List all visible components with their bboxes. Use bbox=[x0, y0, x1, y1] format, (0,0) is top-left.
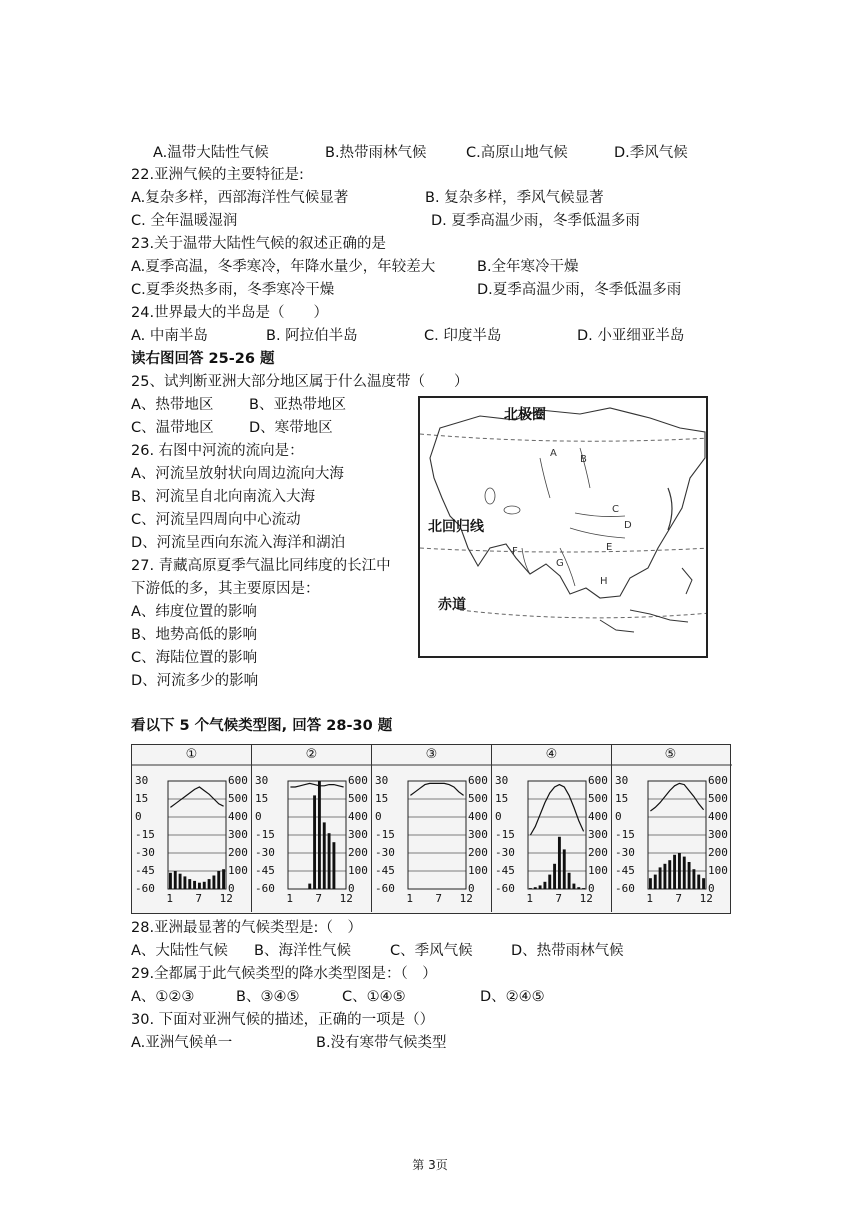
precipitation-bar bbox=[188, 879, 191, 889]
q24-option-c: C. 印度半岛 bbox=[424, 328, 502, 344]
q28-option-a: A、大陆性气候 bbox=[131, 943, 228, 959]
q28-option-c: C、季风气候 bbox=[390, 943, 473, 959]
precip-tick-label: 200 bbox=[228, 846, 248, 859]
precipitation-bar bbox=[174, 871, 177, 889]
precip-tick-label: 400 bbox=[348, 810, 368, 823]
precip-tick-label: 100 bbox=[588, 864, 608, 877]
q25-option-a: A、热带地区 bbox=[131, 397, 214, 413]
temp-tick-label: -15 bbox=[495, 828, 515, 841]
temp-tick-label: -15 bbox=[135, 828, 155, 841]
temp-tick-label: -15 bbox=[615, 828, 635, 841]
temp-tick-label: -30 bbox=[135, 846, 155, 859]
map-letter-c: C bbox=[612, 504, 619, 515]
temp-tick-label: -45 bbox=[135, 864, 155, 877]
q28-option-b: B、海洋性气候 bbox=[254, 943, 351, 959]
map-letter-g: G bbox=[556, 558, 564, 569]
temp-tick-label: -45 bbox=[615, 864, 635, 877]
precipitation-bar bbox=[318, 781, 321, 889]
q30-stem: 30. 下面对亚洲气候的描述，正确的一项是（） bbox=[131, 1012, 435, 1028]
temp-tick-label: -45 bbox=[255, 864, 275, 877]
precipitation-bar bbox=[332, 842, 335, 889]
precipitation-bar bbox=[582, 888, 585, 889]
precipitation-bar bbox=[323, 822, 326, 889]
precip-tick-label: 500 bbox=[468, 792, 488, 805]
precipitation-bar bbox=[678, 853, 681, 889]
precip-tick-label: 300 bbox=[348, 828, 368, 841]
month-tick-label: 7 bbox=[315, 892, 323, 905]
precipitation-bar bbox=[222, 869, 225, 889]
month-tick-label: 12 bbox=[219, 892, 233, 905]
precipitation-bar bbox=[198, 883, 201, 889]
q26-option-c: C、河流呈四周向中心流动 bbox=[131, 512, 301, 528]
climate-chart-label: ③ bbox=[425, 747, 438, 762]
map-letter-e: E bbox=[606, 542, 613, 553]
q29-stem: 29.全都属于此气候类型的降水类型图是：（ ） bbox=[131, 966, 437, 982]
section-heading-charts: 看以下 5 个气候类型图, 回答 28-30 题 bbox=[131, 718, 393, 734]
precip-tick-label: 400 bbox=[708, 810, 728, 823]
q28-stem: 28.亚洲最显著的气候类型是:（ ） bbox=[131, 920, 362, 936]
q22-option-b: B. 复杂多样，季风气候显著 bbox=[425, 190, 604, 206]
precip-tick-label: 100 bbox=[468, 864, 488, 877]
precip-tick-label: 600 bbox=[708, 774, 728, 787]
q26-stem: 26. 右图中河流的流向是： bbox=[131, 443, 304, 459]
precip-tick-label: 500 bbox=[588, 792, 608, 805]
precip-tick-label: 600 bbox=[468, 774, 488, 787]
temperature-line bbox=[290, 783, 343, 787]
precipitation-bar bbox=[539, 885, 542, 889]
q23-stem: 23.关于温带大陆性气候的叙述正确的是 bbox=[131, 236, 387, 252]
precip-tick-label: 400 bbox=[468, 810, 488, 823]
q23-option-d: D.夏季高温少雨，冬季低温多雨 bbox=[477, 282, 682, 298]
precipitation-bar bbox=[572, 884, 575, 889]
climate-chart-panel bbox=[492, 745, 612, 912]
q27-option-c: C、海陆位置的影响 bbox=[131, 650, 258, 666]
month-tick-label: 1 bbox=[286, 892, 294, 905]
precipitation-bar bbox=[208, 879, 211, 889]
climate-chart-panel bbox=[252, 745, 372, 912]
precipitation-bar bbox=[654, 875, 657, 889]
map-letter-a: A bbox=[550, 448, 557, 459]
precip-tick-label: 300 bbox=[708, 828, 728, 841]
map-letter-b: B bbox=[580, 454, 587, 465]
precipitation-bar bbox=[179, 874, 182, 889]
precipitation-bar bbox=[659, 867, 662, 889]
temp-tick-label: -30 bbox=[375, 846, 395, 859]
temp-tick-label: -60 bbox=[495, 882, 515, 895]
precipitation-bar bbox=[668, 860, 671, 889]
month-tick-label: 1 bbox=[526, 892, 534, 905]
temperature-line bbox=[650, 783, 703, 811]
temp-tick-label: 0 bbox=[135, 810, 142, 823]
q27-stem-line1: 27. 青藏高原夏季气温比同纬度的长江中 bbox=[131, 558, 391, 574]
q22-option-a: A.复杂多样，西部海洋性气候显著 bbox=[131, 190, 349, 206]
precipitation-bar bbox=[577, 887, 580, 889]
precip-tick-label: 100 bbox=[708, 864, 728, 877]
map-letter-f: F bbox=[512, 546, 518, 557]
temp-tick-label: 15 bbox=[135, 792, 149, 805]
precip-tick-label: 500 bbox=[348, 792, 368, 805]
q21-option-d: D.季风气候 bbox=[614, 145, 688, 161]
precipitation-bar bbox=[702, 878, 705, 889]
climate-charts bbox=[131, 744, 731, 914]
month-tick-label: 7 bbox=[195, 892, 203, 905]
precip-tick-label: 400 bbox=[588, 810, 608, 823]
precipitation-bar bbox=[558, 837, 561, 889]
q27-option-b: B、地势高低的影响 bbox=[131, 627, 257, 643]
precip-tick-label: 100 bbox=[228, 864, 248, 877]
q23-option-a: A.夏季高温，冬季寒冷，年降水量少，年较差大 bbox=[131, 259, 436, 275]
precip-tick-label: 300 bbox=[468, 828, 488, 841]
q24-stem: 24.世界最大的半岛是（ ） bbox=[131, 305, 329, 321]
q29-option-b: B、③④⑤ bbox=[236, 989, 300, 1005]
climate-chart-panel bbox=[612, 745, 729, 912]
temp-tick-label: -60 bbox=[135, 882, 155, 895]
q25-option-d: D、寒带地区 bbox=[249, 420, 333, 436]
temp-tick-label: 30 bbox=[255, 774, 269, 787]
tropic-of-cancer-label: 北回归线 bbox=[428, 519, 484, 535]
climate-chart-panel bbox=[132, 745, 252, 912]
temperature-line bbox=[170, 787, 223, 807]
climate-chart-label: ④ bbox=[545, 747, 558, 762]
precip-tick-label: 600 bbox=[348, 774, 368, 787]
map-letter-h: H bbox=[600, 576, 608, 587]
month-tick-label: 1 bbox=[406, 892, 414, 905]
q26-option-a: A、河流呈放射状向周边流向大海 bbox=[131, 466, 344, 482]
precipitation-bar bbox=[313, 795, 316, 889]
arctic-circle-label: 北极圈 bbox=[504, 407, 546, 423]
month-tick-label: 7 bbox=[435, 892, 443, 905]
temp-tick-label: 30 bbox=[135, 774, 149, 787]
temp-tick-label: -60 bbox=[255, 882, 275, 895]
q27-option-a: A、纬度位置的影响 bbox=[131, 604, 257, 620]
temp-tick-label: -30 bbox=[495, 846, 515, 859]
q24-option-d: D. 小亚细亚半岛 bbox=[577, 328, 685, 344]
precip-tick-label: 300 bbox=[228, 828, 248, 841]
precipitation-bar bbox=[692, 869, 695, 889]
q25-stem: 25、试判断亚洲大部分地区属于什么温度带（ ） bbox=[131, 374, 469, 390]
precipitation-bar bbox=[529, 888, 532, 889]
precipitation-bar bbox=[563, 849, 566, 889]
precipitation-bar bbox=[217, 871, 220, 889]
precipitation-bar bbox=[308, 884, 311, 889]
month-tick-label: 7 bbox=[675, 892, 683, 905]
q25-option-c: C、温带地区 bbox=[131, 420, 214, 436]
precipitation-bar bbox=[169, 873, 172, 889]
q23-option-b: B.全年寒冷干燥 bbox=[477, 259, 579, 275]
q26-option-b: B、河流呈自北向南流入大海 bbox=[131, 489, 315, 505]
month-tick-label: 12 bbox=[579, 892, 593, 905]
precip-tick-label: 0 bbox=[708, 882, 715, 895]
precipitation-bar bbox=[568, 873, 571, 889]
precipitation-bar bbox=[673, 855, 676, 889]
precip-tick-label: 0 bbox=[588, 882, 595, 895]
precip-tick-label: 100 bbox=[348, 864, 368, 877]
q25-option-b: B、亚热带地区 bbox=[249, 397, 346, 413]
temp-tick-label: 30 bbox=[615, 774, 629, 787]
month-tick-label: 12 bbox=[339, 892, 353, 905]
q27-option-d: D、河流多少的影响 bbox=[131, 673, 259, 689]
climate-chart-label: ② bbox=[305, 747, 318, 762]
precipitation-bar bbox=[553, 864, 556, 889]
precipitation-bar bbox=[683, 857, 686, 889]
precip-tick-label: 200 bbox=[708, 846, 728, 859]
temp-tick-label: -30 bbox=[255, 846, 275, 859]
q30-option-b: B.没有寒带气候类型 bbox=[316, 1035, 447, 1051]
q21-option-b: B.热带雨林气候 bbox=[325, 145, 427, 161]
precipitation-bar bbox=[688, 862, 691, 889]
month-tick-label: 7 bbox=[555, 892, 563, 905]
asia-map bbox=[418, 396, 708, 658]
page-number: 第 3页 bbox=[412, 1158, 448, 1172]
precip-tick-label: 600 bbox=[588, 774, 608, 787]
map-letter-d: D bbox=[624, 520, 632, 531]
precipitation-bar bbox=[183, 876, 186, 889]
precip-tick-label: 200 bbox=[588, 846, 608, 859]
temp-tick-label: 30 bbox=[375, 774, 389, 787]
precipitation-bar bbox=[649, 878, 652, 889]
temp-tick-label: 15 bbox=[495, 792, 509, 805]
temp-tick-label: 15 bbox=[375, 792, 389, 805]
q26-option-d: D、河流呈西向东流入海洋和湖泊 bbox=[131, 535, 346, 551]
q29-option-c: C、①④⑤ bbox=[342, 989, 406, 1005]
temp-tick-label: -30 bbox=[615, 846, 635, 859]
precipitation-bar bbox=[212, 876, 215, 890]
precipitation-bar bbox=[543, 882, 546, 889]
precip-tick-label: 500 bbox=[708, 792, 728, 805]
q27-stem-line2: 下游低的多，其主要原因是： bbox=[131, 581, 320, 597]
temp-tick-label: -15 bbox=[255, 828, 275, 841]
temperature-line bbox=[530, 785, 583, 835]
precip-tick-label: 0 bbox=[228, 882, 235, 895]
temp-tick-label: -45 bbox=[375, 864, 395, 877]
q21-option-a: A.温带大陆性气候 bbox=[153, 145, 269, 161]
precipitation-bar bbox=[193, 881, 196, 889]
precip-tick-label: 400 bbox=[228, 810, 248, 823]
month-tick-label: 1 bbox=[646, 892, 654, 905]
month-tick-label: 12 bbox=[459, 892, 473, 905]
q29-option-d: D、②④⑤ bbox=[480, 989, 545, 1005]
temp-tick-label: 0 bbox=[495, 810, 502, 823]
temp-tick-label: 15 bbox=[255, 792, 269, 805]
q22-stem: 22.亚洲气候的主要特征是: bbox=[131, 167, 304, 183]
temp-tick-label: 0 bbox=[615, 810, 622, 823]
temperature-line bbox=[410, 783, 463, 795]
q21-option-c: C.高原山地气候 bbox=[466, 145, 568, 161]
precip-tick-label: 0 bbox=[348, 882, 355, 895]
q23-option-c: C.夏季炎热多雨，冬季寒冷干燥 bbox=[131, 282, 335, 298]
climate-chart-panel bbox=[372, 745, 492, 912]
precipitation-bar bbox=[548, 875, 551, 889]
precip-tick-label: 600 bbox=[228, 774, 248, 787]
q30-option-a: A.亚洲气候单一 bbox=[131, 1035, 233, 1051]
precip-tick-label: 0 bbox=[468, 882, 475, 895]
temp-tick-label: 0 bbox=[375, 810, 382, 823]
temp-tick-label: -60 bbox=[375, 882, 395, 895]
temp-tick-label: -15 bbox=[375, 828, 395, 841]
precipitation-bar bbox=[663, 864, 666, 889]
temp-tick-label: 30 bbox=[495, 774, 509, 787]
q22-option-d: D. 夏季高温少雨，冬季低温多雨 bbox=[431, 213, 640, 229]
q24-option-b: B. 阿拉伯半岛 bbox=[266, 328, 358, 344]
month-tick-label: 1 bbox=[166, 892, 174, 905]
precipitation-bar bbox=[534, 887, 537, 889]
section-heading-map: 读右图回答 25-26 题 bbox=[131, 351, 275, 367]
climate-chart-label: ⑤ bbox=[664, 747, 677, 762]
precip-tick-label: 200 bbox=[468, 846, 488, 859]
equator-label: 赤道 bbox=[438, 597, 466, 613]
climate-chart-label: ① bbox=[185, 747, 198, 762]
precip-tick-label: 500 bbox=[228, 792, 248, 805]
temp-tick-label: -60 bbox=[615, 882, 635, 895]
month-tick-label: 12 bbox=[699, 892, 713, 905]
precipitation-bar bbox=[203, 882, 206, 889]
temp-tick-label: 15 bbox=[615, 792, 629, 805]
q22-option-c: C. 全年温暖湿润 bbox=[131, 213, 238, 229]
precipitation-bar bbox=[697, 875, 700, 889]
precip-tick-label: 200 bbox=[348, 846, 368, 859]
precipitation-bar bbox=[328, 833, 331, 889]
temp-tick-label: 0 bbox=[255, 810, 262, 823]
q28-option-d: D、热带雨林气候 bbox=[511, 943, 624, 959]
temp-tick-label: -45 bbox=[495, 864, 515, 877]
q24-option-a: A. 中南半岛 bbox=[131, 328, 208, 344]
q29-option-a: A、①②③ bbox=[131, 989, 195, 1005]
precip-tick-label: 300 bbox=[588, 828, 608, 841]
